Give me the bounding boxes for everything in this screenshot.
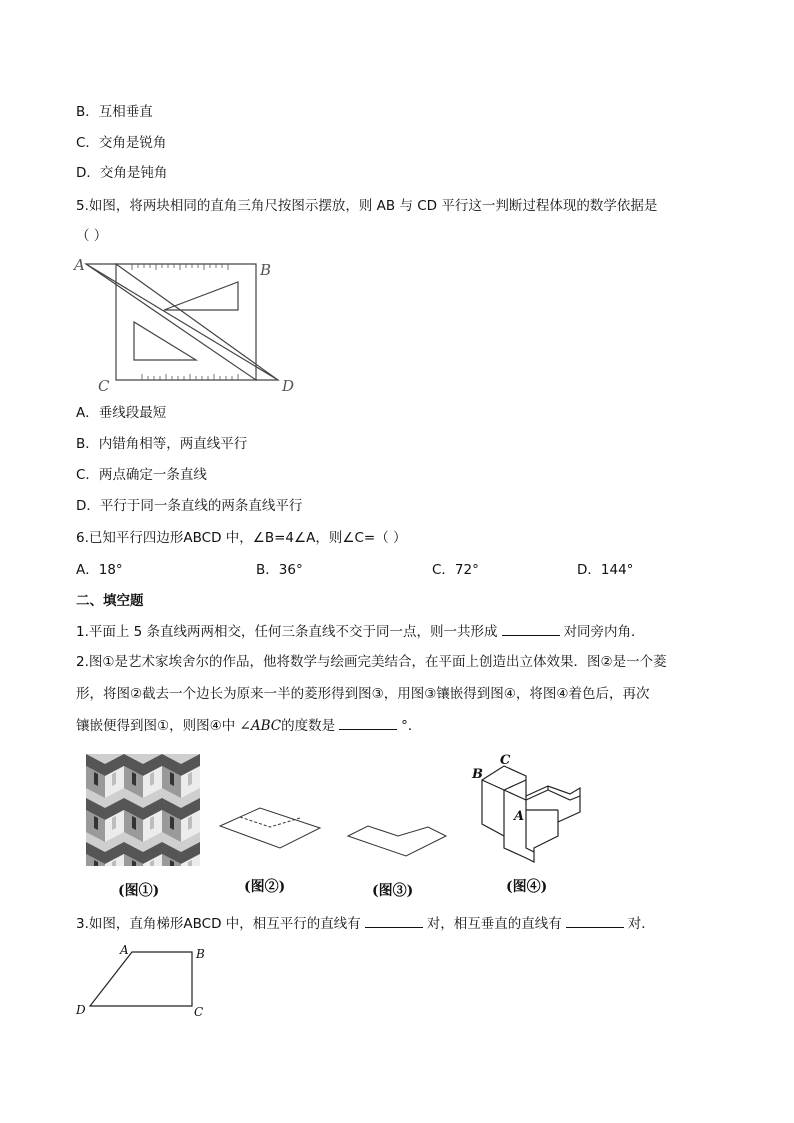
fill-2-line3-mid: 的度数是 (281, 718, 336, 734)
fill-1-after: 对同旁内角． (563, 624, 645, 640)
fill-3 (76, 914, 655, 934)
q5-option-b: B．内错角相等，两直线平行 (76, 436, 248, 452)
q6-stem: 6.已知平行四边形ABCD 中，∠B=4∠A，则∠C=（ ） (76, 530, 407, 546)
rhombus-figure (216, 804, 324, 854)
cut-rhombus-figure (344, 812, 450, 864)
fig4-label-b: B (472, 767, 483, 782)
fig4-label-a: A (514, 809, 525, 824)
fig4-label-c: C (500, 753, 511, 768)
fill-1-before: 1.平面上 5 条直线两两相交，任何三条直线不交于同一点，则一共形成 (76, 624, 498, 640)
fill-2-line1: 2.图①是艺术家埃舍尔的作品，他将数学与绘画完美结合，在平面上创造出立体效果．图②是一个菱 (76, 654, 667, 670)
label-a: A (74, 256, 85, 274)
q5-option-a: A．垂线段最短 (76, 405, 167, 421)
fill-3-mid: 对，相互垂直的直线有 (426, 916, 562, 932)
label-b: B (260, 261, 272, 279)
label-d: D (282, 377, 295, 394)
label-c: C (98, 377, 110, 394)
q5-paren: （ ） (76, 228, 108, 244)
trap-label-b: B (196, 947, 205, 961)
q6-option-a: A．18° (76, 562, 123, 578)
q4-option-c: C．交角是锐角 (76, 135, 167, 151)
q4-option-b: B．互相垂直 (76, 104, 153, 120)
fill-1-blank (502, 623, 560, 636)
caption-fig2: (图②) (244, 879, 286, 895)
fill-2-line3-before: 镶嵌便得到图①，则图④中 (76, 718, 236, 734)
fill-2-line3 (76, 716, 421, 736)
q5-stem: 5.如图，将两块相同的直角三角尺按图示摆放，则 AB 与 CD 平行这一判断过程体现的数学依据是 (76, 198, 658, 214)
trap-label-c: C (194, 1005, 204, 1019)
q5-option-d: D．平行于同一条直线的两条直线平行 (76, 498, 303, 514)
q6-option-b: B．36° (256, 562, 303, 578)
angle-abc: ∠ABC (239, 718, 282, 734)
trap-label-a: A (120, 943, 129, 957)
fill-3-blank-2 (566, 915, 624, 928)
q6-option-c: C．72° (432, 562, 479, 578)
tessellation-3d-figure (464, 752, 590, 864)
fill-2-line2: 形，将图②截去一个边长为原来一半的菱形得到图③，用图③镶嵌得到图④，将图④着色后，再次 (76, 686, 650, 702)
fill-2-blank (339, 717, 397, 730)
caption-fig1: (图①) (118, 883, 160, 899)
fill-3-before: 3.如图，直角梯形ABCD 中，相互平行的直线有 (76, 916, 361, 932)
fill-3-blank-1 (365, 915, 423, 928)
fill-2-line3-after: °． (401, 718, 422, 734)
fill-1 (76, 622, 645, 642)
q6-option-d: D．144° (577, 562, 634, 578)
q5-triangle-rulers-figure (72, 252, 302, 394)
right-trapezoid-figure (72, 940, 212, 1020)
q5-option-c: C．两点确定一条直线 (76, 467, 207, 483)
trap-label-d: D (76, 1003, 86, 1017)
section-title: 二、填空题 (76, 593, 144, 609)
caption-fig3: (图③) (372, 883, 414, 899)
escher-pattern-figure (86, 754, 200, 866)
caption-fig4: (图④) (506, 879, 548, 895)
q4-option-d: D．交角是钝角 (76, 165, 168, 181)
fill-3-after: 对． (627, 916, 655, 932)
